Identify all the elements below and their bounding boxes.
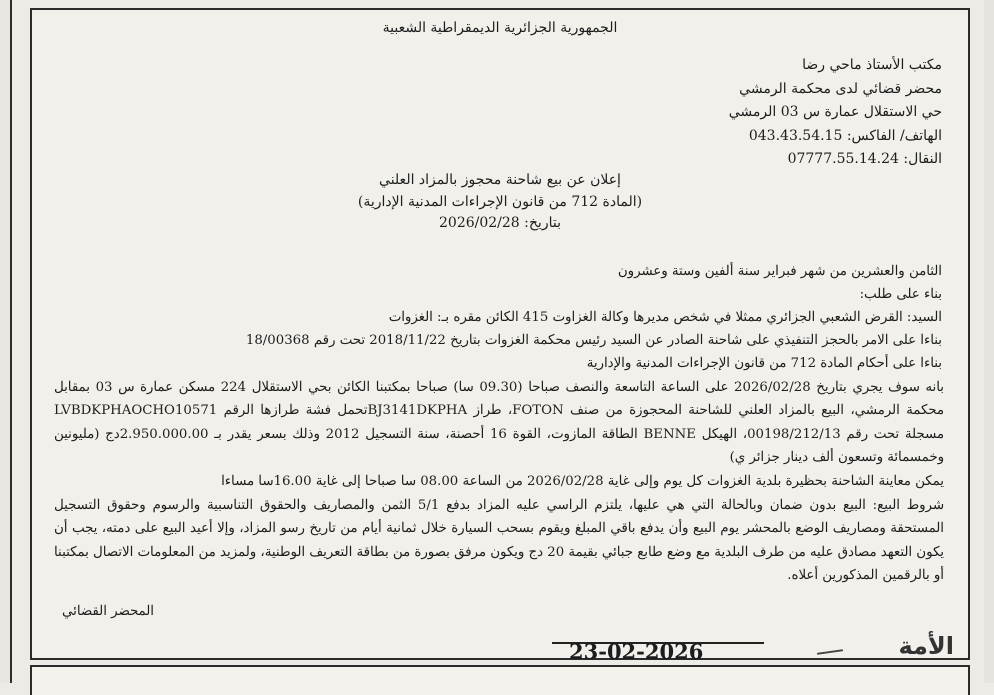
office-mobile: النقال: 07777.55.14.24	[787, 151, 942, 167]
body-seizure-order: بناءا على الامر بالحجز التنفيذي على شاحنة الصادر عن السيد رئيس محكمة الغزوات بتاريخ 2018/11/22 تحت رقم 18/00368	[245, 333, 942, 348]
notice-title: إعلان عن بيع شاحنة محجوز بالمزاد العلني	[379, 172, 621, 188]
office-name: مكتب الأستاذ ماحي رضا	[802, 57, 942, 73]
publication-date: 23-02-2026	[569, 639, 704, 664]
notice-title-block	[32, 170, 968, 235]
office-address: حي الاستقلال عمارة س 03 الرمشي	[728, 104, 942, 120]
page-right-margin	[984, 0, 994, 683]
logo-flourish	[817, 649, 843, 655]
bailiff-office-block	[729, 54, 942, 172]
inspection-paragraph: يمكن معاينة الشاحنة بحظيرة بلدية الغزوات كل يوم وإلى غاية 2026/02/28 من الساعة 08.00 سا صباحا إلى غاية 16.00سا مساءا	[221, 474, 944, 489]
newspaper-logo: الأمة	[898, 632, 954, 660]
auction-notice	[30, 8, 970, 664]
body-requester: السيد: القرض الشعبي الجزائري ممثلا في شخص مديرها وكالة الغزاوت 415 الكائن مقره بـ: الغزوات	[388, 310, 942, 325]
bailiff-signature: المحضر القضائي	[62, 604, 154, 619]
notice-legal-article: (المادة 712 من قانون الإجراءات المدنية الإدارية)	[357, 193, 643, 210]
body-request-label: بناء على طلب:	[859, 287, 942, 302]
body-date-words: الثامن والعشرين من شهر فبراير سنة ألفين وستة وعشرون	[617, 264, 942, 279]
sale-conditions-paragraph: شروط البيع: البيع بدون ضمان وبالحالة التي هي عليها، يلتزم الراسي عليه المزاد بدفع 5/1 الثمن والمصاريف والحقوق التناسبية والرسوم وحقوق التسجيل المستحقة ومصاريف الوضع بالمحشر يوم البيع وأن يدفع باقي المبلغ ويقوم بسحب السيارة خلال ثمانية أيام من تاريخ رسو المزاد، وإلا أعيد البيع على دمته، يجب أن يكون التعهد مصادق عليه من طرف البلدية مع وضع طابع جبائي بقيمة 20 دج ويكون مرفق بصورة من بطاقة التعريف الوطنية، ولمزيد من المعلومات الاتصال بمكتبنا أو بالرقمين المذكورين أعلاه.	[54, 498, 944, 584]
sale-details-paragraph: بانه سوف يجري بتاريخ 2026/02/28 على الساعة التاسعة والنصف صباحا (09.30 سا) صباحا بمكتبنا الكائن بحي الاستقلال 224 مسكن عمارة س 03 بمقابل محكمة الرمشي، البيع بالمزاد العلني للشاحنة المحجوزة من صنف FOTON، طراز BJ3141DKPHAتحمل فشة طرازها الرقم LVBDKPHAOCHO10571 مسجلة تحت رقم 00198/212/13، الهيكل BENNE الطاقة المازوت، القوة 16 أحصنة، سنة التسجيل 2012 وذلك بسعر يقدر بـ 2.950.000.00دج (مليونين وخمسمائة وتسعون ألف دينار جزائر ي)	[54, 380, 945, 466]
office-phone-fax: الهاتف/ الفاكس: 043.43.54.15	[748, 127, 942, 144]
adjacent-column-edge	[0, 0, 12, 683]
body-legal-basis: بناءا على أحكام المادة 712 من قانون الإجراءات المدنية والإدارية	[586, 356, 942, 371]
office-court: محضر قضائي لدى محكمة الرمشي	[739, 80, 942, 97]
notice-date: بتاريخ: 2026/02/28	[439, 215, 561, 231]
next-notice-border	[30, 665, 970, 695]
republic-header: الجمهورية الجزائرية الديمقراطية الشعبية	[382, 20, 618, 36]
